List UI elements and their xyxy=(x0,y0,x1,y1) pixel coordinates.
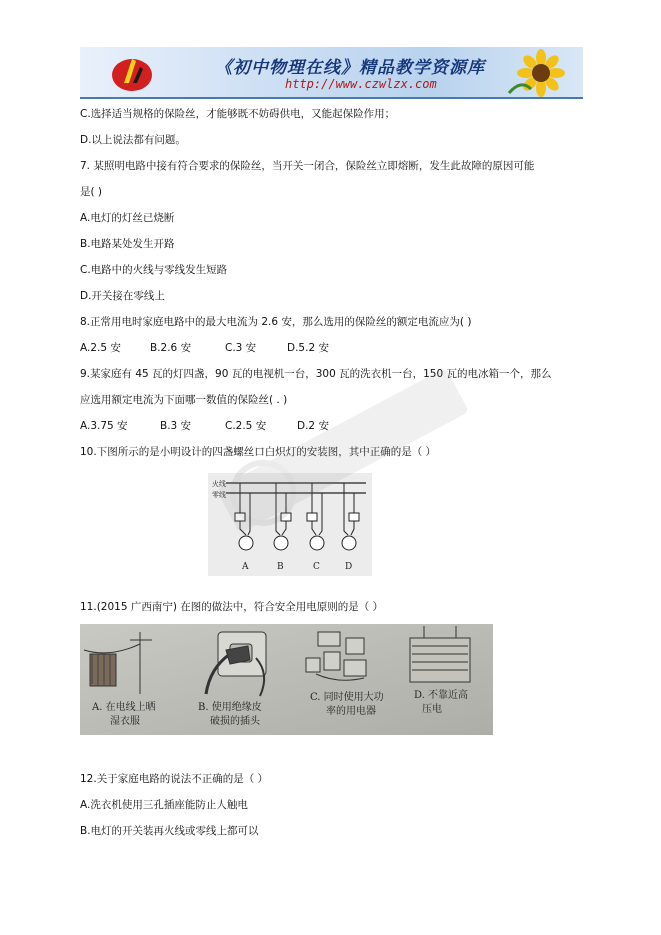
q7-option-a: A.电灯的灯丝已烧断 xyxy=(80,212,175,224)
q8-option-c: C.3 安 xyxy=(225,342,257,354)
q8-option-d: D.5.2 安 xyxy=(287,342,329,354)
lamp-wiring-diagram xyxy=(208,473,372,576)
q12-option-a: A.洗衣机使用三孔插座能防止人触电 xyxy=(80,799,248,811)
caption-c-line2: 率的用电器 xyxy=(326,706,376,717)
q9-option-c: C.2.5 安 xyxy=(225,420,267,432)
q9-option-b: B.3 安 xyxy=(160,420,192,432)
question-9: 9.某家庭有 45 瓦的灯四盏，90 瓦的电视机一台，300 瓦的洗衣机一台，150 瓦的电冰箱一个，那么 xyxy=(80,368,552,380)
sunflower-icon xyxy=(501,49,579,97)
caption-b-line2: 破损的插头 xyxy=(210,716,260,727)
q9-options xyxy=(80,418,329,433)
wire-fire-label: 火线 xyxy=(212,480,226,488)
lamp-label-d: D xyxy=(345,562,353,572)
q8-option-a: A.2.5 安 xyxy=(80,342,121,354)
lamp-label-a: A xyxy=(242,562,249,572)
q8-options xyxy=(80,340,329,355)
logo-icon xyxy=(110,53,154,93)
q9-option-d: D.2 安 xyxy=(297,420,329,432)
question-7: 7. 某照明电路中接有符合要求的保险丝，当开关一闭合，保险丝立即熔断，发生此故障的原因可能 xyxy=(80,160,535,172)
q8-option-b: B.2.6 安 xyxy=(150,342,192,354)
caption-a-line2: 湿衣服 xyxy=(110,716,140,727)
lamp-label-b: B xyxy=(277,562,284,572)
banner-url: http://www.czwlzx.com xyxy=(285,77,437,91)
q7-option-b: B.电路某处发生开路 xyxy=(80,238,175,250)
question-9-cont: 应选用额定电流为下面哪一数值的保险丝( . ) xyxy=(80,394,288,406)
option-d-prev: D.以上说法都有问题。 xyxy=(80,134,186,146)
banner-title: 《初中物理在线》精品教学资源库 xyxy=(215,58,485,78)
wire-zero-label: 零线 xyxy=(212,491,226,499)
question-10: 10.下图所示的是小明设计的四盏螺丝口白炽灯的安装图，其中正确的是（ ） xyxy=(80,446,437,458)
header-banner xyxy=(80,47,583,99)
question-7-cont: 是( ) xyxy=(80,186,103,198)
question-11: 11.(2015 广西南宁) 在图的做法中，符合安全用电原则的是（ ） xyxy=(80,601,384,613)
question-8: 8.正常用电时家庭电路中的最大电流为 2.6 安，那么选用的保险丝的额定电流应为( ) xyxy=(80,316,472,328)
caption-a-line1: A. 在电线上晒 xyxy=(92,702,156,713)
q7-option-c: C.电路中的火线与零线发生短路 xyxy=(80,264,228,276)
q9-option-a: A.3.75 安 xyxy=(80,420,128,432)
q12-option-b: B.电灯的开关装再火线或零线上都可以 xyxy=(80,825,259,837)
option-c-prev: C.选择适当规格的保险丝，才能够既不妨碍供电，又能起保险作用； xyxy=(80,108,396,120)
caption-b-line1: B. 使用绝缘皮 xyxy=(198,702,262,713)
caption-d-line1: D. 不靠近高 xyxy=(414,690,469,701)
caption-d-line2: 压电 xyxy=(422,704,442,715)
q7-option-d: D.开关接在零线上 xyxy=(80,290,165,302)
caption-c-line1: C. 同时使用大功 xyxy=(310,692,384,703)
question-12: 12.关于家庭电路的说法不正确的是（ ） xyxy=(80,773,269,785)
lamp-label-c: C xyxy=(313,562,320,572)
safety-photo-strip xyxy=(80,624,493,735)
